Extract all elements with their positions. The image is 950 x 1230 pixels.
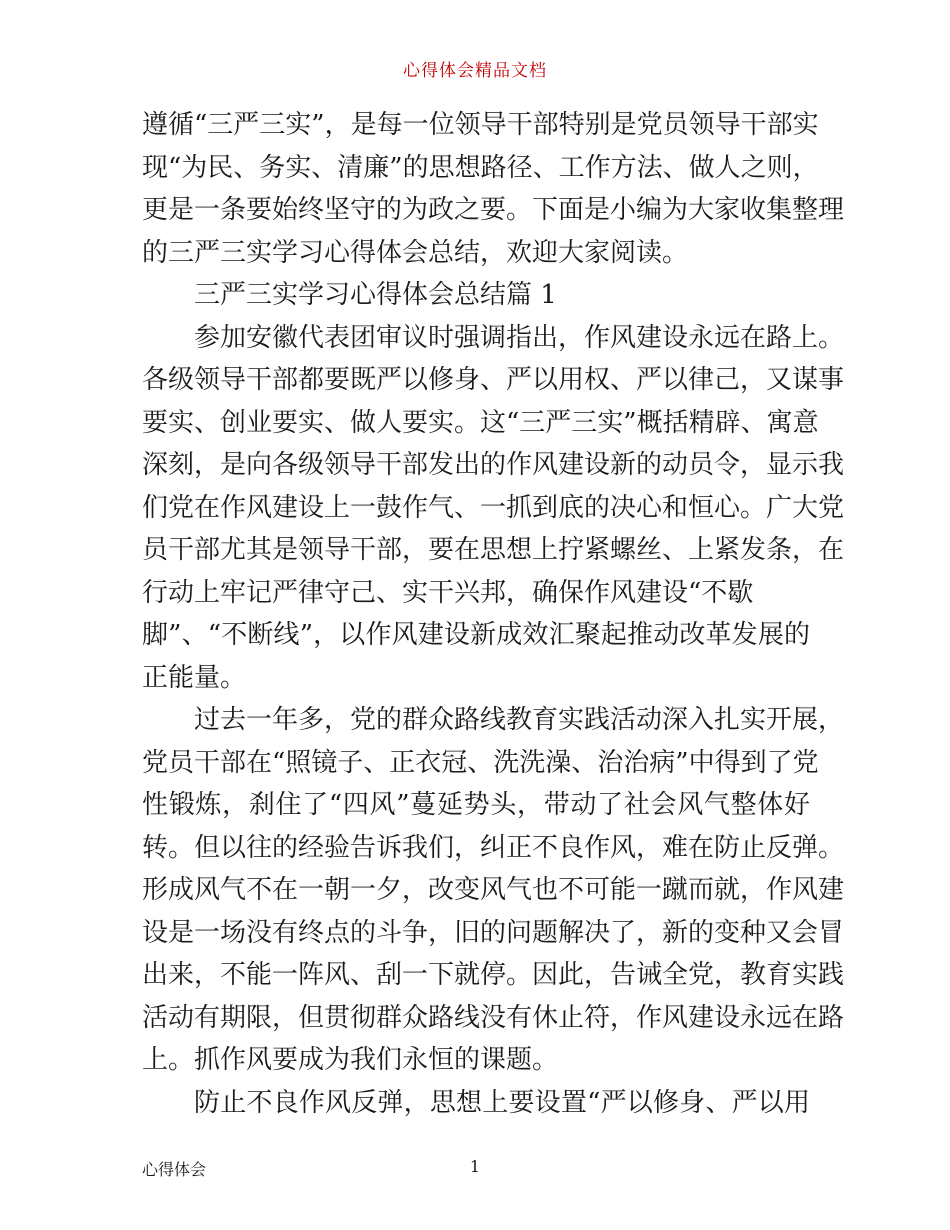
body-text-line: 正能量。	[142, 662, 247, 693]
body-text-line: 现“为民、务实、清廉”的思想路径、工作方法、做人之则，	[142, 152, 819, 183]
body-text-line: 要实、创业要实、做人要实。这“三严三实”概括精辟、寓意	[142, 407, 819, 438]
body-text-line: 的三严三实学习心得体会总结，欢迎大家阅读。	[142, 237, 689, 268]
body-text-line: 脚”、“不断线”，以作风建设新成效汇聚起推动改革发展的	[142, 620, 810, 650]
body-text-line: 遵循“三严三实”，是每一位领导干部特别是党员领导干部实	[142, 110, 819, 140]
body-text-line: 上。抓作风要成为我们永恒的课题。	[142, 1045, 559, 1075]
body-text-line: 性锻炼，刹住了“四风”蔓延势头，带动了社会风气整体好	[142, 790, 810, 820]
body-text-line: 活动有期限，但贯彻群众路线没有休止符，作风建设永远在路	[142, 1002, 845, 1033]
body-text-line: 员干部尤其是领导干部，要在思想上拧紧螺丝、上紧发条，在	[142, 535, 845, 565]
body-text-line: 更是一条要始终坚守的为政之要。下面是小编为大家收集整理	[142, 195, 845, 225]
document-header-title: 心得体会精品文档	[403, 61, 547, 81]
body-text-line: 行动上牢记严律守己、实干兴邦，确保作风建设“不歇	[142, 577, 754, 608]
body-text-line: 过去一年多，党的群众路线教育实践活动深入扎实开展，	[194, 705, 845, 735]
body-text-line: 党员干部在“照镜子、正衣冠、洗洗澡、治治病”中得到了党	[142, 747, 819, 778]
body-text-line: 三严三实学习心得体会总结篇 1	[194, 280, 557, 310]
document-body	[142, 104, 845, 1124]
body-text-line: 转。但以往的经验告诉我们，纠正不良作风，难在防止反弹。	[142, 832, 845, 863]
body-text-line: 形成风气不在一朝一夕，改变风气也不可能一蹴而就，作风建	[142, 875, 845, 905]
body-text-line: 各级领导干部都要既严以修身、严以用权、严以律己，又谋事	[142, 365, 845, 395]
body-text-line: 设是一场没有终点的斗争，旧的问题解决了，新的变种又会冒	[142, 917, 845, 948]
body-text-line: 们党在作风建设上一鼓作气、一抓到底的决心和恒心。广大党	[142, 492, 845, 523]
page-number: 1	[469, 1157, 481, 1176]
body-text-line: 深刻，是向各级领导干部发出的作风建设新的动员令，显示我	[142, 450, 845, 480]
footer-label: 心得体会	[142, 1160, 207, 1179]
body-text-line: 参加安徽代表团审议时强调指出，作风建设永远在路上。	[194, 322, 845, 353]
body-text-line: 防止不良作风反弹，思想上要设置“严以修身、严以用	[194, 1087, 810, 1118]
body-text-line: 出来，不能一阵风、刮一下就停。因此，告诫全党，教育实践	[142, 960, 845, 990]
